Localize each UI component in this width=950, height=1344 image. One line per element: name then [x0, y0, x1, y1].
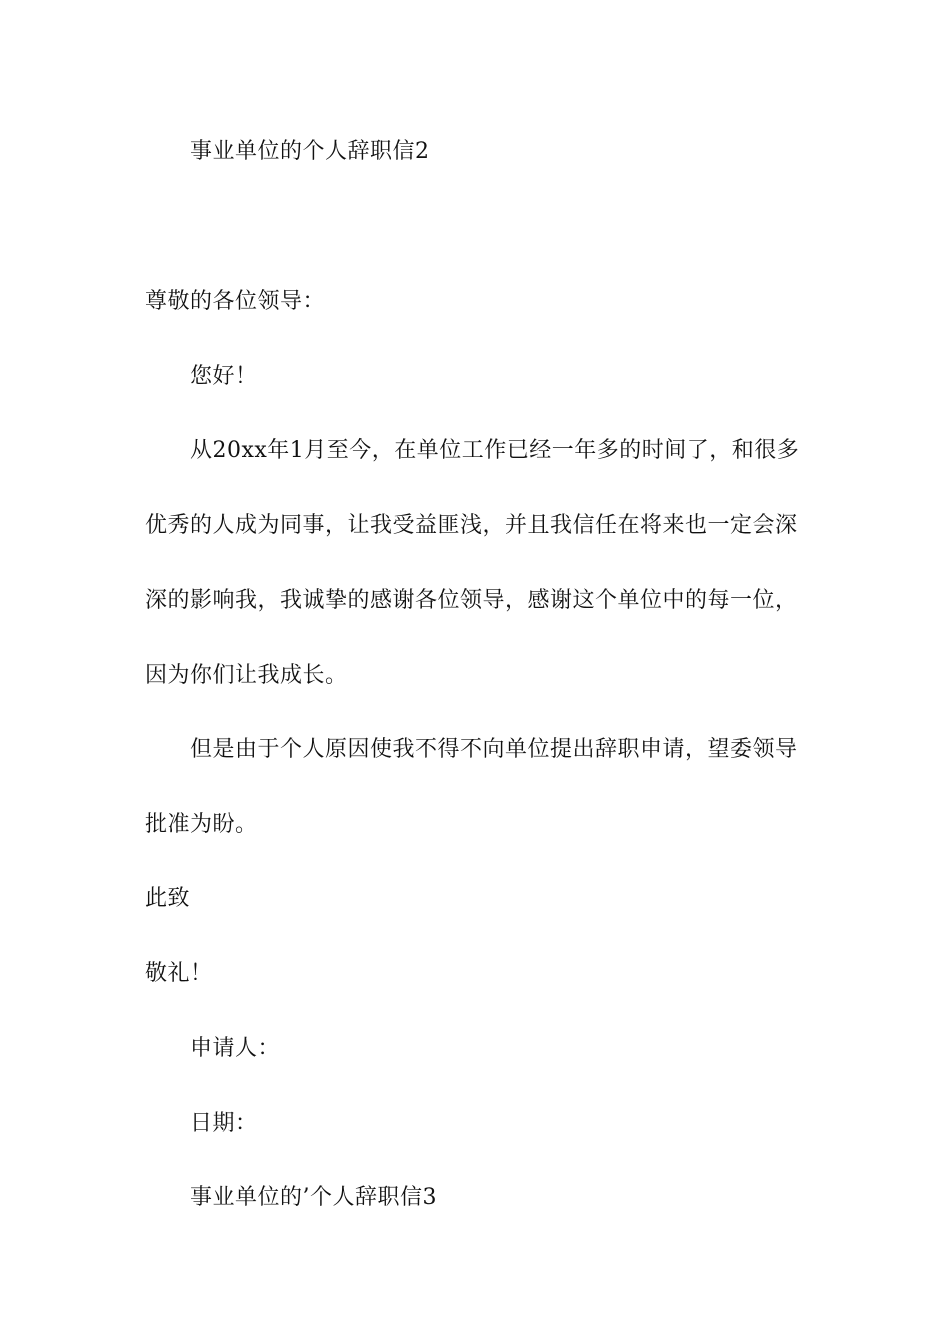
- closing-line-2: 敬礼！: [145, 961, 213, 986]
- letter-heading-3: 事业单位的’个人辞职信3: [190, 1185, 437, 1210]
- date-label: 日期：: [190, 1111, 258, 1136]
- paragraph-1-line-4: 因为你们让我成长。: [145, 663, 348, 688]
- paragraph-1-line-1: 从20xx年1月至今，在单位工作已经一年多的时间了，和很多: [190, 438, 800, 463]
- closing-line-1: 此致: [145, 886, 191, 911]
- letter-heading-2: 事业单位的个人辞职信2: [190, 139, 430, 164]
- paragraph-1-line-2: 优秀的人成为同事，让我受益匪浅，并且我信任在将来也一定会深: [145, 513, 798, 538]
- greeting: 您好！: [190, 364, 258, 389]
- paragraph-1-line-3: 深的影响我，我诚挚的感谢各位领导，感谢这个单位中的每一位，: [145, 588, 798, 613]
- applicant-label: 申请人：: [190, 1036, 281, 1061]
- paragraph-2-line-1: 但是由于个人原因使我不得不向单位提出辞职申请，望委领导: [190, 737, 798, 762]
- paragraph-2-line-2: 批准为盼。: [145, 812, 258, 837]
- salutation: 尊敬的各位领导：: [145, 289, 326, 314]
